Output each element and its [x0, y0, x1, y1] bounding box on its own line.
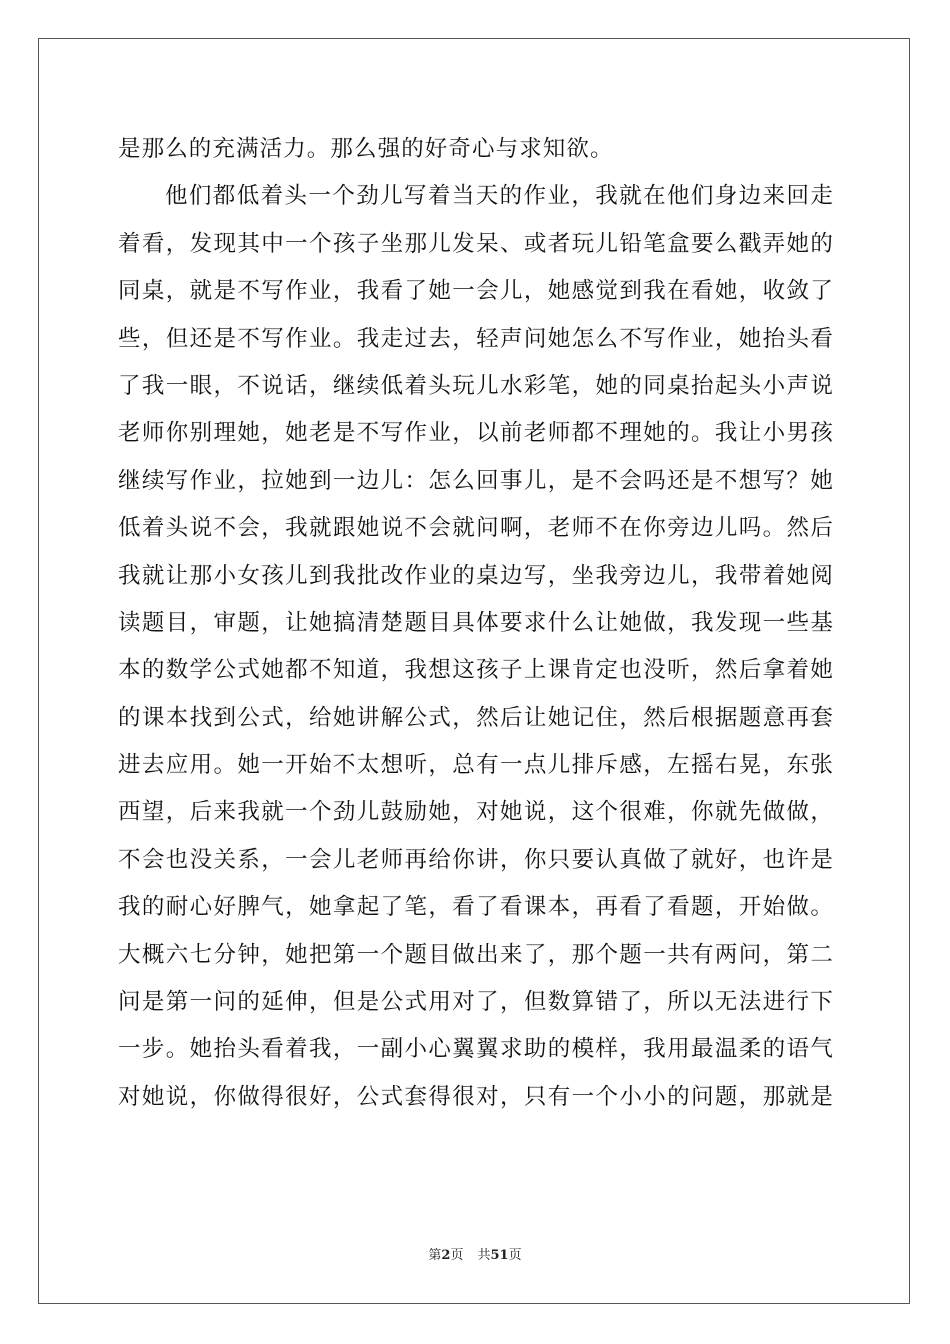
text-line-19: 问是第一问的延伸，但是公式用对了，但数算错了，所以无法进行下 — [118, 989, 834, 1016]
page-suffix: 页 — [450, 1248, 464, 1263]
text-line-10: 我就让那小女孩儿到我批改作业的桌边写，坐我旁边儿，我带着她阅 — [118, 562, 834, 589]
page-number: 2 — [441, 1248, 451, 1263]
text-line-13: 的课本找到公式，给她讲解公式，然后让她记住，然后根据题意再套 — [118, 704, 834, 731]
text-line-5: 些，但还是不写作业。我走过去，轻声问她怎么不写作业，她抬头看 — [118, 325, 834, 352]
total-suffix: 页 — [508, 1248, 522, 1263]
text-line-21: 对她说，你做得很好，公式套得很对，只有一个小小的问题，那就是 — [118, 1083, 834, 1110]
page-footer — [0, 1244, 950, 1263]
total-pages: 51 — [490, 1248, 509, 1263]
text-line-9: 低着头说不会，我就跟她说不会就问啊，老师不在你旁边儿吗。然后 — [118, 515, 834, 542]
total-prefix: 共 — [477, 1248, 491, 1263]
page-prefix: 第 — [428, 1248, 442, 1263]
text-line-20: 一步。她抬头看着我，一副小心翼翼求助的模样，我用最温柔的语气 — [118, 1036, 834, 1063]
text-line-2: 他们都低着头一个劲儿写着当天的作业，我就在他们身边来回走 — [165, 183, 834, 210]
text-line-3: 着看，发现其中一个孩子坐那儿发呆、或者玩儿铅笔盒要么戳弄她的 — [118, 230, 834, 257]
text-line-15: 西望，后来我就一个劲儿鼓励她，对她说，这个很难，你就先做做， — [118, 799, 834, 826]
text-line-14: 进去应用。她一开始不太想听，总有一点儿排斥感，左摇右晃，东张 — [118, 752, 834, 779]
text-line-16: 不会也没关系，一会儿老师再给你讲，你只要认真做了就好，也许是 — [118, 846, 834, 873]
text-line-1: 是那么的充满活力。那么强的好奇心与求知欲。 — [118, 136, 614, 162]
text-line-17: 我的耐心好脾气，她拿起了笔，看了看课本，再看了看题，开始做。 — [118, 894, 834, 921]
text-line-11: 读题目，审题，让她搞清楚题目具体要求什么让她做，我发现一些基 — [118, 609, 834, 636]
text-line-4: 同桌，就是不写作业，我看了她一会儿，她感觉到我在看她，收敛了 — [118, 278, 834, 305]
text-line-8: 继续写作业，拉她到一边儿：怎么回事儿，是不会吗还是不想写？她 — [118, 467, 834, 494]
text-line-7: 老师你别理她，她老是不写作业，以前老师都不理她的。我让小男孩 — [118, 420, 834, 447]
text-line-18: 大概六七分钟，她把第一个题目做出来了，那个题一共有两问，第二 — [118, 941, 834, 968]
text-line-12: 本的数学公式她都不知道，我想这孩子上课肯定也没听，然后拿着她 — [118, 657, 834, 684]
text-line-6: 了我一眼，不说话，继续低着头玩儿水彩笔，她的同桌抬起头小声说 — [118, 372, 834, 399]
document-body — [118, 126, 834, 1121]
